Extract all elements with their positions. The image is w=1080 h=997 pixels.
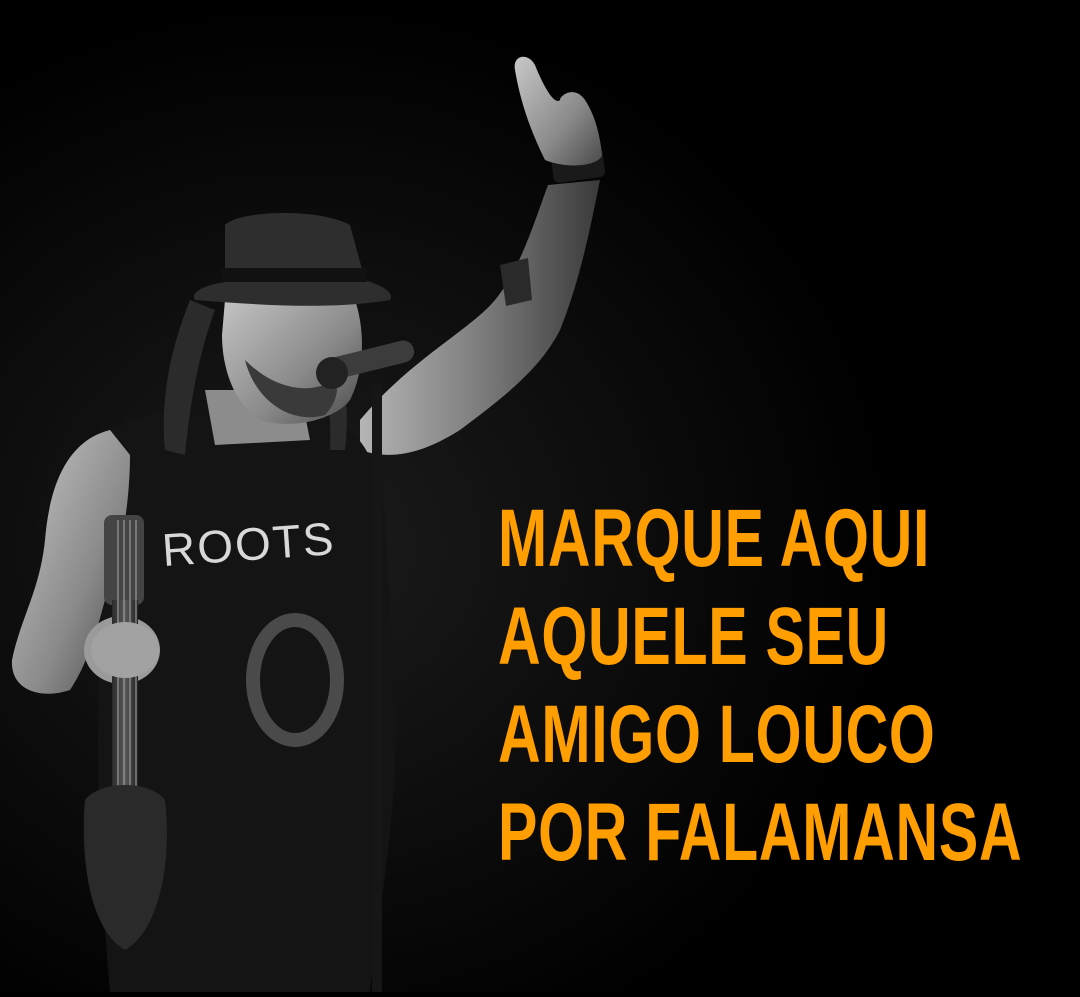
shirt-print: ROOTS bbox=[160, 512, 338, 577]
headline bbox=[498, 490, 1023, 882]
microphone-head bbox=[316, 357, 348, 389]
hat-band bbox=[222, 268, 367, 282]
headline-line-1: MARQUE AQUI bbox=[498, 493, 931, 584]
headline-line-3: AMIGO LOUCO bbox=[498, 689, 936, 780]
gripping-hand bbox=[91, 622, 159, 678]
mic-stand bbox=[372, 385, 382, 992]
headline-line-2: AQUELE SEU bbox=[498, 591, 890, 682]
headline-line-4: POR FALAMANSA bbox=[498, 787, 1023, 878]
